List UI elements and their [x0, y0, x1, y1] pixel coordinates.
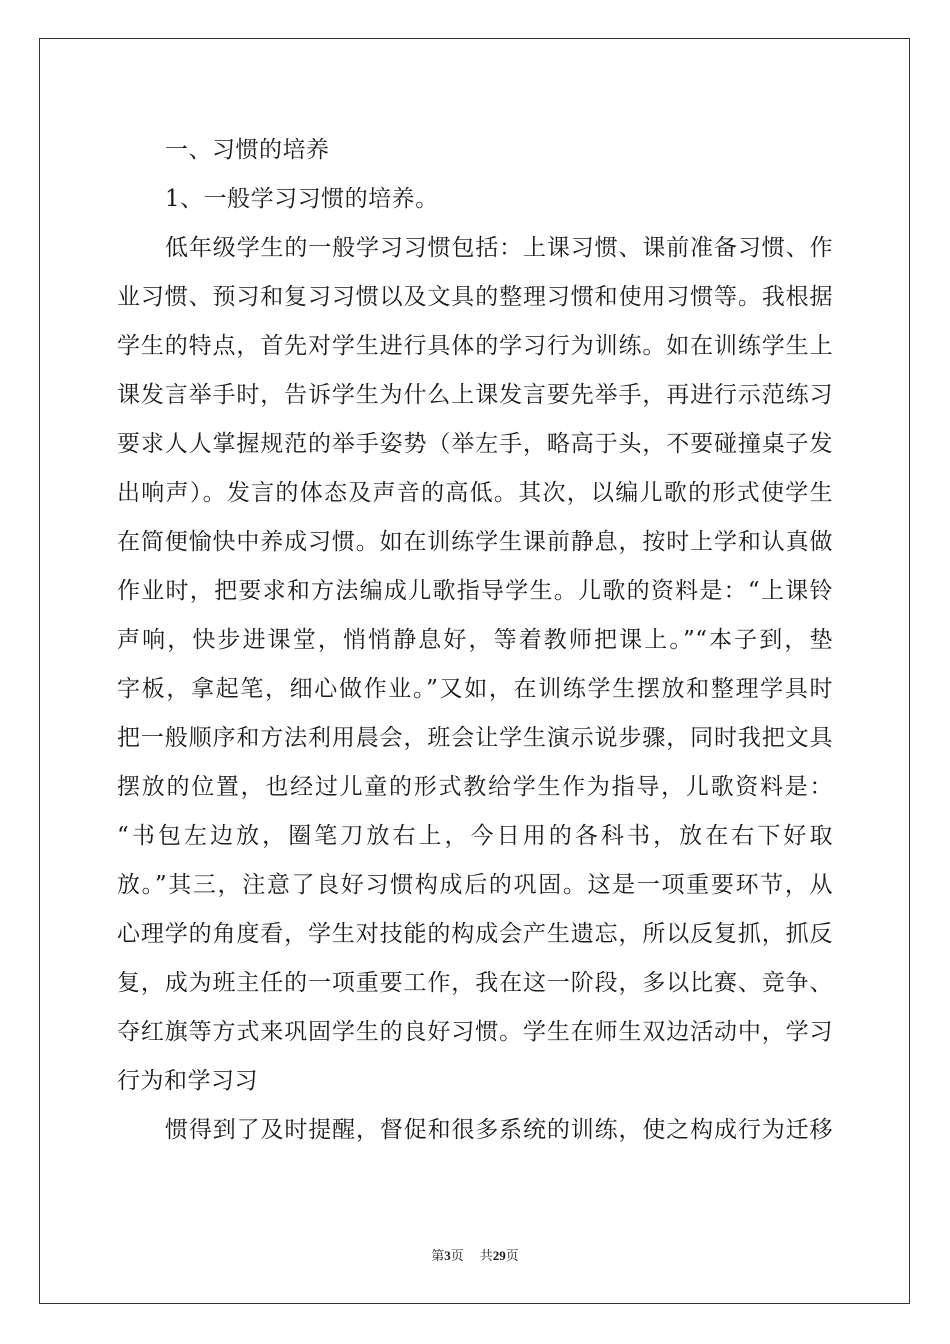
paragraph-line: 夺红旗等方式来巩固学生的良好习惯。学生在师生双边活动中，学习	[117, 1019, 833, 1045]
total-label-prefix: 共	[479, 1248, 493, 1263]
paragraph-line: 摆放的位置，也经过儿童的形式教给学生作为指导，儿歌资料是：	[117, 774, 833, 800]
paragraph-line: 行为和学习习	[117, 1068, 258, 1094]
paragraph-line: 把一般顺序和方法利用晨会，班会让学生演示说步骤，同时我把文具	[117, 725, 833, 751]
paragraph-line: 在简便愉快中养成习惯。如在训练学生课前静息，按时上学和认真做	[117, 529, 833, 555]
total-label-suffix: 页	[505, 1248, 519, 1263]
subsection-heading: 1、一般学习习惯的培养。	[165, 186, 439, 212]
page-label-suffix: 页	[450, 1248, 464, 1263]
total-pages: 29	[492, 1248, 506, 1263]
paragraph-line: 心理学的角度看，学生对技能的构成会产生遗忘，所以反复抓，抓反	[117, 921, 833, 947]
section-heading: 一、习惯的培养	[165, 137, 330, 163]
paragraph-line: 惯得到了及时提醒，督促和很多系统的训练，使之构成行为迁移	[165, 1117, 833, 1143]
paragraph	[117, 1106, 833, 1155]
paragraph-line: 声响，快步进课堂，悄悄静息好，等着教师把课上。”“本子到，垫	[117, 627, 833, 653]
paragraph-line: 学生的特点，首先对学生进行具体的学习行为训练。如在训练学生上	[117, 333, 833, 359]
paragraph	[117, 224, 833, 1106]
paragraph-line: 要求人人掌握规范的举手姿势（举左手，略高于头，不要碰撞桌子发	[117, 431, 833, 457]
paragraph-line: 复，成为班主任的一项重要工作，我在这一阶段，多以比赛、竞争、	[117, 970, 833, 996]
page-label-prefix: 第	[431, 1248, 445, 1263]
paragraph-line: 出响声）。发言的体态及声音的高低。其次，以编儿歌的形式使学生	[117, 480, 833, 506]
paragraph-line: 课发言举手时，告诉学生为什么上课发言要先举手，再进行示范练习	[117, 382, 833, 408]
document-body	[117, 126, 833, 1155]
paragraph-line: 业习惯、预习和复习习惯以及文具的整理习惯和使用习惯等。我根据	[117, 284, 833, 310]
paragraph-line: 作业时，把要求和方法编成儿歌指导学生。儿歌的资料是：“上课铃	[117, 578, 833, 604]
paragraph-line: “书包左边放，圈笔刀放右上，今日用的各科书，放在右下好取	[117, 823, 833, 849]
paragraph-line: 放。”其三，注意了良好习惯构成后的巩固。这是一项重要环节，从	[117, 872, 833, 898]
paragraph-line: 低年级学生的一般学习习惯包括：上课习惯、课前准备习惯、作	[165, 235, 833, 261]
page-footer	[0, 1245, 950, 1264]
page-number: 3	[444, 1248, 451, 1263]
paragraph-line: 字板，拿起笔，细心做作业。”又如，在训练学生摆放和整理学具时	[117, 676, 833, 702]
